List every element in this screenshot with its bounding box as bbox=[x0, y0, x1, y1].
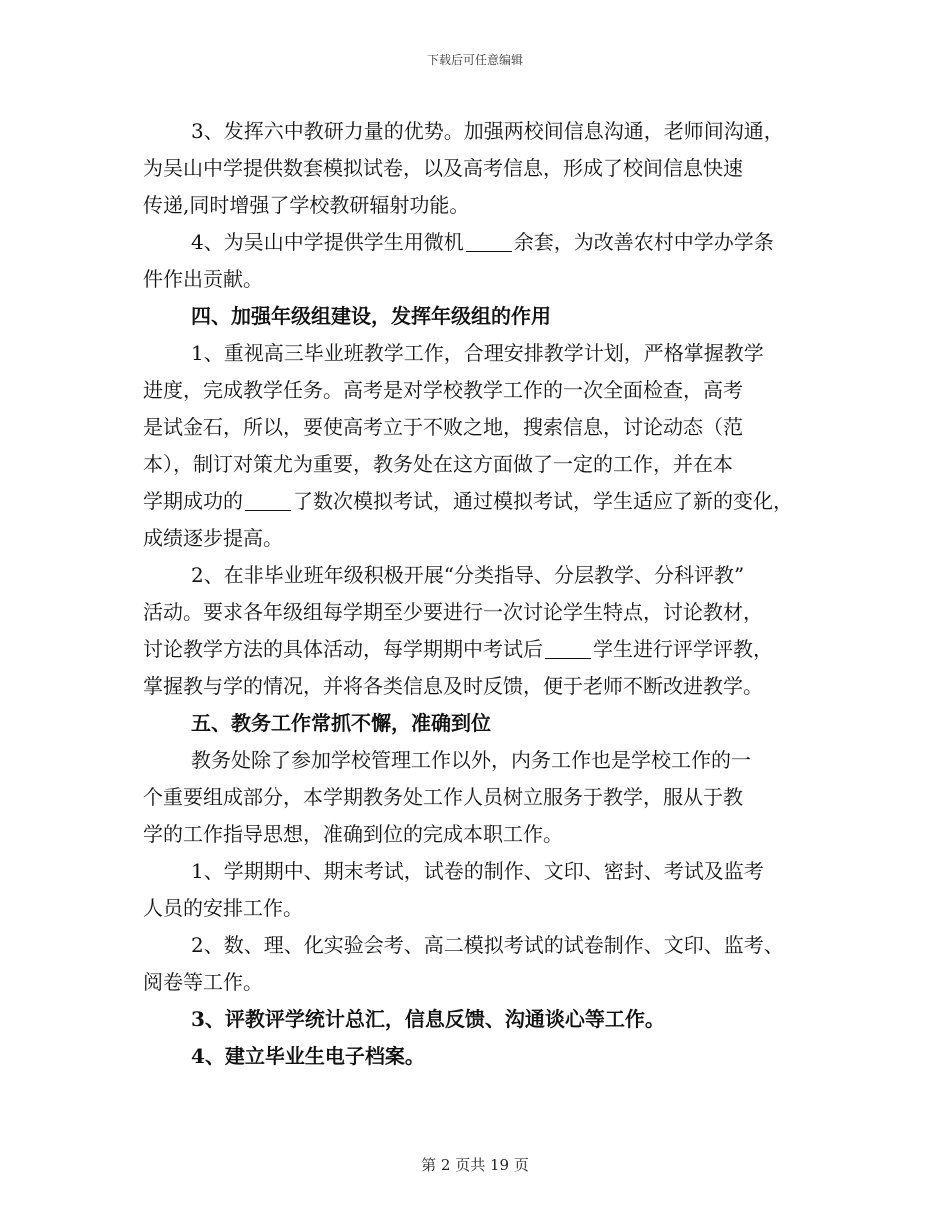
paragraph-line: 掌握教与学的情况，并将各类信息及时反馈，便于老师不断改进教学。 bbox=[143, 674, 763, 698]
paragraph-line: 1、学期期中、期末考试，试卷的制作、文印、密封、考试及监考 bbox=[191, 859, 764, 883]
paragraph-line: 件作出贡献。 bbox=[143, 267, 263, 291]
section-heading: 五、教务工作常抓不懈，准确到位 bbox=[191, 711, 491, 735]
paragraph-line: 学的工作指导思想，准确到位的完成本职工作。 bbox=[143, 822, 563, 846]
paragraph-line: 传递,同时增强了学校教研辐射功能。 bbox=[143, 193, 470, 217]
paragraph-line: 本），制订对策尤为重要，教务处在这方面做了一定的工作，并在本 bbox=[143, 452, 733, 476]
paragraph-line: 是试金石，所以，要使高考立于不败之地，搜索信息，讨论动态（范 bbox=[143, 415, 743, 439]
paragraph-line: 讨论教学方法的具体活动，每学期期中考试后 学生进行评学评教， bbox=[143, 637, 773, 661]
paragraph-line: 阅卷等工作。 bbox=[143, 970, 263, 994]
paragraph-line: 人员的安排工作。 bbox=[143, 896, 303, 920]
paragraph-line: 4、为吴山中学提供学生用微机 余套，为改善农村中学办学条 bbox=[191, 230, 774, 254]
fill-in-blank bbox=[545, 638, 591, 659]
page-header: 下载后可任意编辑 bbox=[426, 53, 523, 67]
bold-list-item: 4、建立毕业生电子档案。 bbox=[191, 1044, 425, 1068]
paragraph-line: 进度，完成教学任务。高考是对学校教学工作的一次全面检查，高考 bbox=[143, 378, 743, 402]
page-footer: 第 2 页共 19 页 bbox=[421, 1156, 529, 1174]
section-heading: 四、加强年级组建设，发挥年级组的作用 bbox=[191, 304, 551, 328]
fill-in-blank bbox=[245, 490, 291, 511]
paragraph-line: 2、数、理、化实验会考、高二模拟考试的试卷制作、文印、监考、 bbox=[191, 933, 784, 957]
paragraph-line: 成绩逐步提高。 bbox=[143, 526, 283, 550]
paragraph-line: 2、在非毕业班年级积极开展“分类指导、分层教学、分科评教” bbox=[191, 563, 745, 587]
paragraph-line: 3、发挥六中教研力量的优势。加强两校间信息沟通，老师间沟通， bbox=[191, 119, 784, 143]
fill-in-blank bbox=[466, 231, 512, 252]
bold-list-item: 3、评教评学统计总汇，信息反馈、沟通谈心等工作。 bbox=[191, 1007, 665, 1031]
paragraph-line: 个重要组成部分，本学期教务处工作人员树立服务于教学，服从于教 bbox=[143, 785, 743, 809]
paragraph-line: 1、重视高三毕业班教学工作，合理安排教学计划，严格掌握教学 bbox=[191, 341, 764, 365]
paragraph-line: 教务处除了参加学校管理工作以外，内务工作也是学校工作的一 bbox=[191, 748, 751, 772]
paragraph-line: 活动。要求各年级组每学期至少要进行一次讨论学生特点，讨论教材， bbox=[143, 600, 763, 624]
paragraph-line: 学期成功的 了数次模拟考试，通过模拟考试，学生适应了新的变化， bbox=[143, 489, 793, 513]
document-body bbox=[143, 113, 823, 1075]
paragraph-line: 为吴山中学提供数套模拟试卷，以及高考信息，形成了校间信息快速 bbox=[143, 156, 743, 180]
